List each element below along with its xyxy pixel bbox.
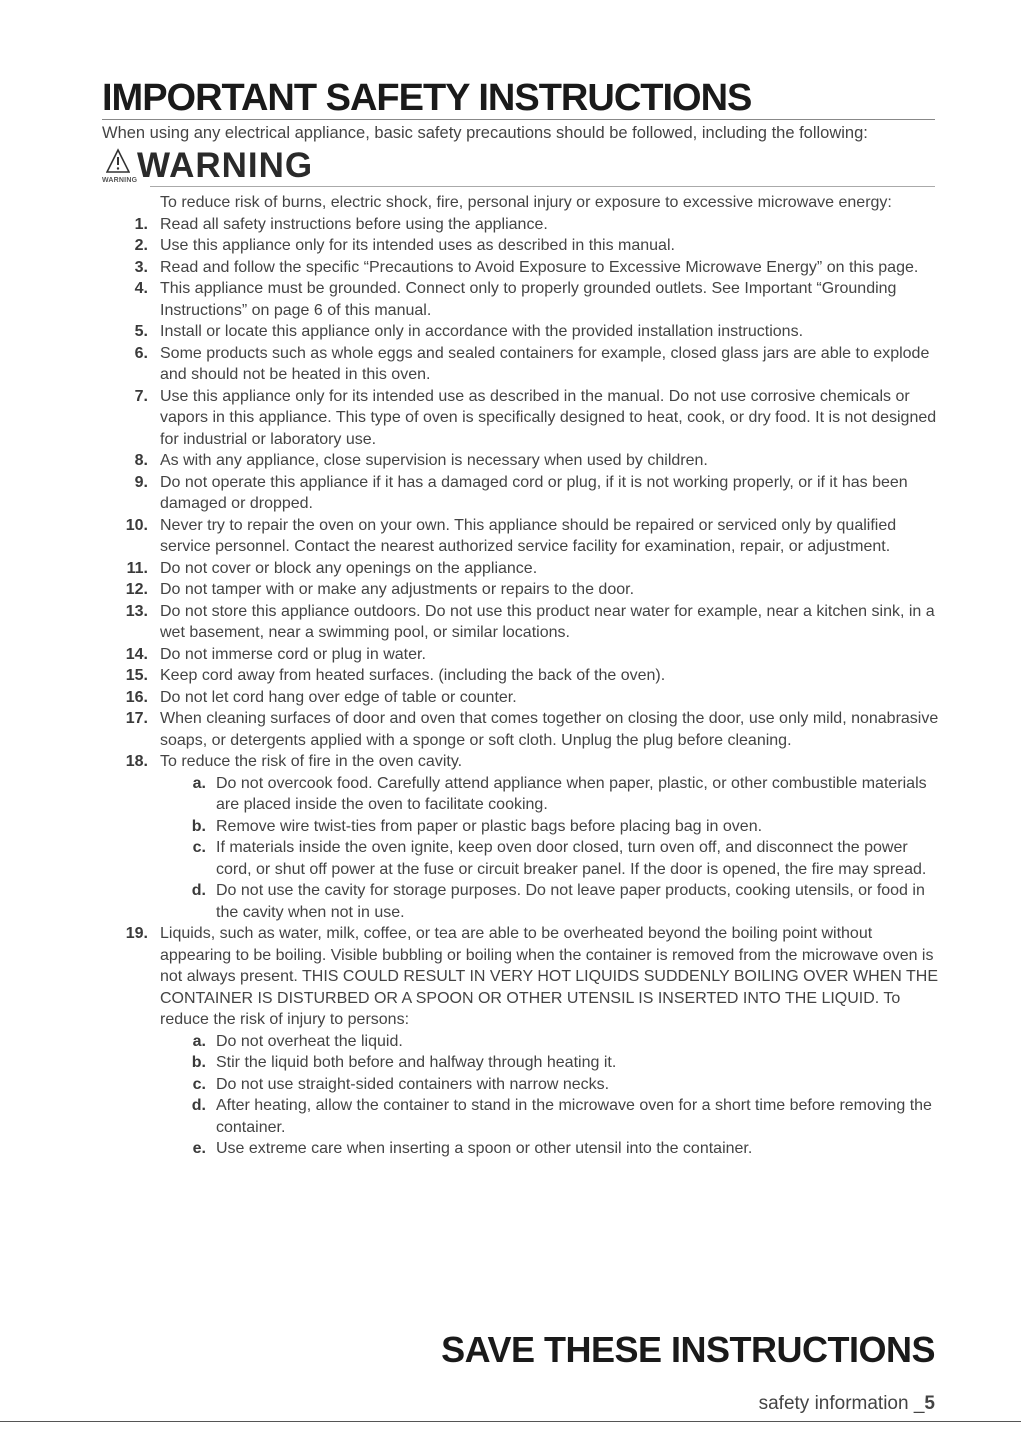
item-text: Do not immerse cord or plug in water. [160,645,426,663]
warning-header [102,146,935,190]
footer-rule [0,1421,1021,1422]
item-number: 5. [134,323,148,340]
sub-item-text: Do not overcook food. Carefully attend appliance when paper, plastic, or other combustible materials are placed inside the oven to facilitate cooking. [216,774,927,813]
list-item [102,515,942,558]
item-number: 1. [134,215,148,233]
sub-list-item [102,773,942,816]
item-number: 6. [134,344,148,362]
page-footer [759,1392,935,1416]
sub-item-letter: a. [192,774,206,792]
title-rule [102,119,935,120]
warning-title: WARNING [137,146,314,185]
list-item [102,923,942,1031]
list-item [102,278,942,321]
warning-rule [150,186,935,187]
sub-item-text: Stir the liquid both before and halfway through heating it. [216,1054,617,1071]
item-text: Keep cord away from heated surfaces. (including the back of the oven). [160,667,666,684]
sub-item-letter: b. [191,1054,206,1071]
item-number: 18. [125,753,148,770]
list-item [102,214,942,236]
save-instructions-heading: SAVE THESE INSTRUCTIONS [441,1329,935,1370]
item-text: Do not cover or block any openings on the appliance. [160,559,538,577]
item-text: Read all safety instructions before using the appliance. [160,215,548,233]
list-item [102,472,942,515]
warning-triangle-icon [102,146,138,186]
item-text: Some products such as whole eggs and sealed containers for example, closed glass jars are able to explode and should not be heated in this oven. [160,344,930,383]
item-text: Liquids, such as water, milk, coffee, or tea are able to be overheated beyond the boiling point without appearing to be boiling. Visible bubbling or boiling when the container is removed from the microwave oven is not always present. THIS COULD RESULT IN VERY HOT LIQUIDS SUDDENLY BOILING OVER WHEN THE CONTAINER IS DISTURBED OR A SPOON OR OTHER UTENSIL IS INSERTED INTO THE LIQUID. To reduce the risk of injury to persons: [160,925,938,1028]
list-item [102,321,942,343]
list-item [102,235,942,257]
warning-lead: To reduce risk of burns, electric shock, fire, personal injury or exposure to excessive microwave energy: [160,194,892,211]
sub-list-item [102,816,942,838]
sub-item-letter: d. [191,1097,206,1114]
item-number: 8. [134,452,148,469]
sub-item-letter: c. [192,1075,206,1093]
sub-item-text: If materials inside the oven ignite, keep oven door closed, turn oven off, and disconnect the power cord, or shut off power at the fuse or circuit breaker panel. If the door is opened, the fire may spread. [216,839,927,878]
sub-item-letter: e. [192,1140,206,1157]
sub-list-item [102,880,942,923]
item-number: 19. [125,925,148,942]
warning-icon-caption: WARNING [102,177,138,184]
item-number: 16. [125,688,148,706]
sub-item-text: Do not use straight-sided containers with narrow necks. [216,1075,610,1093]
list-item [102,558,942,580]
list-item [102,343,942,386]
sub-list-item [102,1052,942,1074]
item-number: 9. [134,473,148,491]
item-text: To reduce the risk of fire in the oven cavity. [160,753,463,770]
item-text: Do not operate this appliance if it has a damaged cord or plug, if it is not working properly, or if it has been damaged or dropped. [160,473,908,512]
list-item [102,257,942,279]
item-number: 15. [125,667,148,684]
list-item [102,579,942,601]
list-item [102,665,942,687]
item-text: As with any appliance, close supervision is necessary when used by children. [160,452,708,469]
item-text: Do not let cord hang over edge of table or counter. [160,688,517,706]
list-item [102,450,942,472]
item-number: 12. [125,581,148,598]
item-text: Install or locate this appliance only in accordance with the provided installation instructions. [160,323,804,340]
page-number: 5 [924,1393,935,1414]
sub-list-item [102,1074,942,1096]
instructions-list [102,192,942,1160]
sub-item-text: After heating, allow the container to stand in the microwave oven for a short time before removing the container. [216,1097,932,1136]
sub-item-letter: a. [192,1032,206,1050]
intro-text: When using any electrical appliance, basic safety precautions should be followed, including the following: [102,124,868,142]
item-text: This appliance must be grounded. Connect only to properly grounded outlets. See Important “Grounding Instructions” on page 6 of this manual. [160,280,897,319]
footer-section: safety information _ [758,1393,925,1414]
sub-item-letter: d. [191,882,206,899]
item-text: When cleaning surfaces of door and oven that comes together on closing the door, use only mild, nonabrasive soaps, or detergents applied with a sponge or soft cloth. Unplug the plug before cleaning. [160,710,939,749]
list-item [102,601,942,644]
item-number: 17. [125,710,148,727]
item-number: 3. [134,258,148,276]
sub-list-item [102,1031,942,1053]
item-number: 13. [125,602,148,620]
item-text: Read and follow the specific “Precautions to Avoid Exposure to Excessive Microwave Energy” on this page. [160,258,919,276]
list-item [102,386,942,451]
item-number: 11. [126,559,148,577]
sub-item-letter: c. [192,839,206,856]
list-item [102,644,942,666]
sub-list-item [102,837,942,880]
item-number: 2. [134,237,148,254]
sub-item-letter: b. [191,817,206,835]
sub-item-text: Do not use the cavity for storage purposes. Do not leave paper products, cooking utensils, or food in the cavity when not in use. [216,882,925,921]
item-number: 7. [134,387,148,405]
item-text: Do not store this appliance outdoors. Do not use this product near water for example, near a kitchen sink, in a wet basement, near a swimming pool, or similar locations. [160,602,935,641]
item-text: Use this appliance only for its intended use as described in the manual. Do not use corrosive chemicals or vapors in this appliance. This type of oven is specifically designed to heat, cook, or dry food. It is not designed for industrial or laboratory use. [160,387,937,448]
list-item [102,751,942,773]
sub-item-text: Do not overheat the liquid. [216,1032,403,1050]
page-title: IMPORTANT SAFETY INSTRUCTIONS [102,77,752,119]
sub-list-item [102,1095,942,1138]
item-text: Never try to repair the oven on your own. This appliance should be repaired or serviced only by qualified service personnel. Contact the nearest authorized service facility for examination, repair, or adjustment. [160,516,897,555]
item-text: Use this appliance only for its intended uses as described in this manual. [160,237,675,254]
item-number: 4. [134,280,148,297]
item-number: 10. [125,516,148,534]
sub-list-item [102,1138,942,1160]
sub-item-text: Use extreme care when inserting a spoon or other utensil into the container. [216,1140,753,1157]
item-text: Do not tamper with or make any adjustments or repairs to the door. [160,581,635,598]
list-item [102,708,942,751]
item-number: 14. [125,645,148,663]
list-item [102,687,942,709]
sub-item-text: Remove wire twist-ties from paper or plastic bags before placing bag in oven. [216,817,763,835]
